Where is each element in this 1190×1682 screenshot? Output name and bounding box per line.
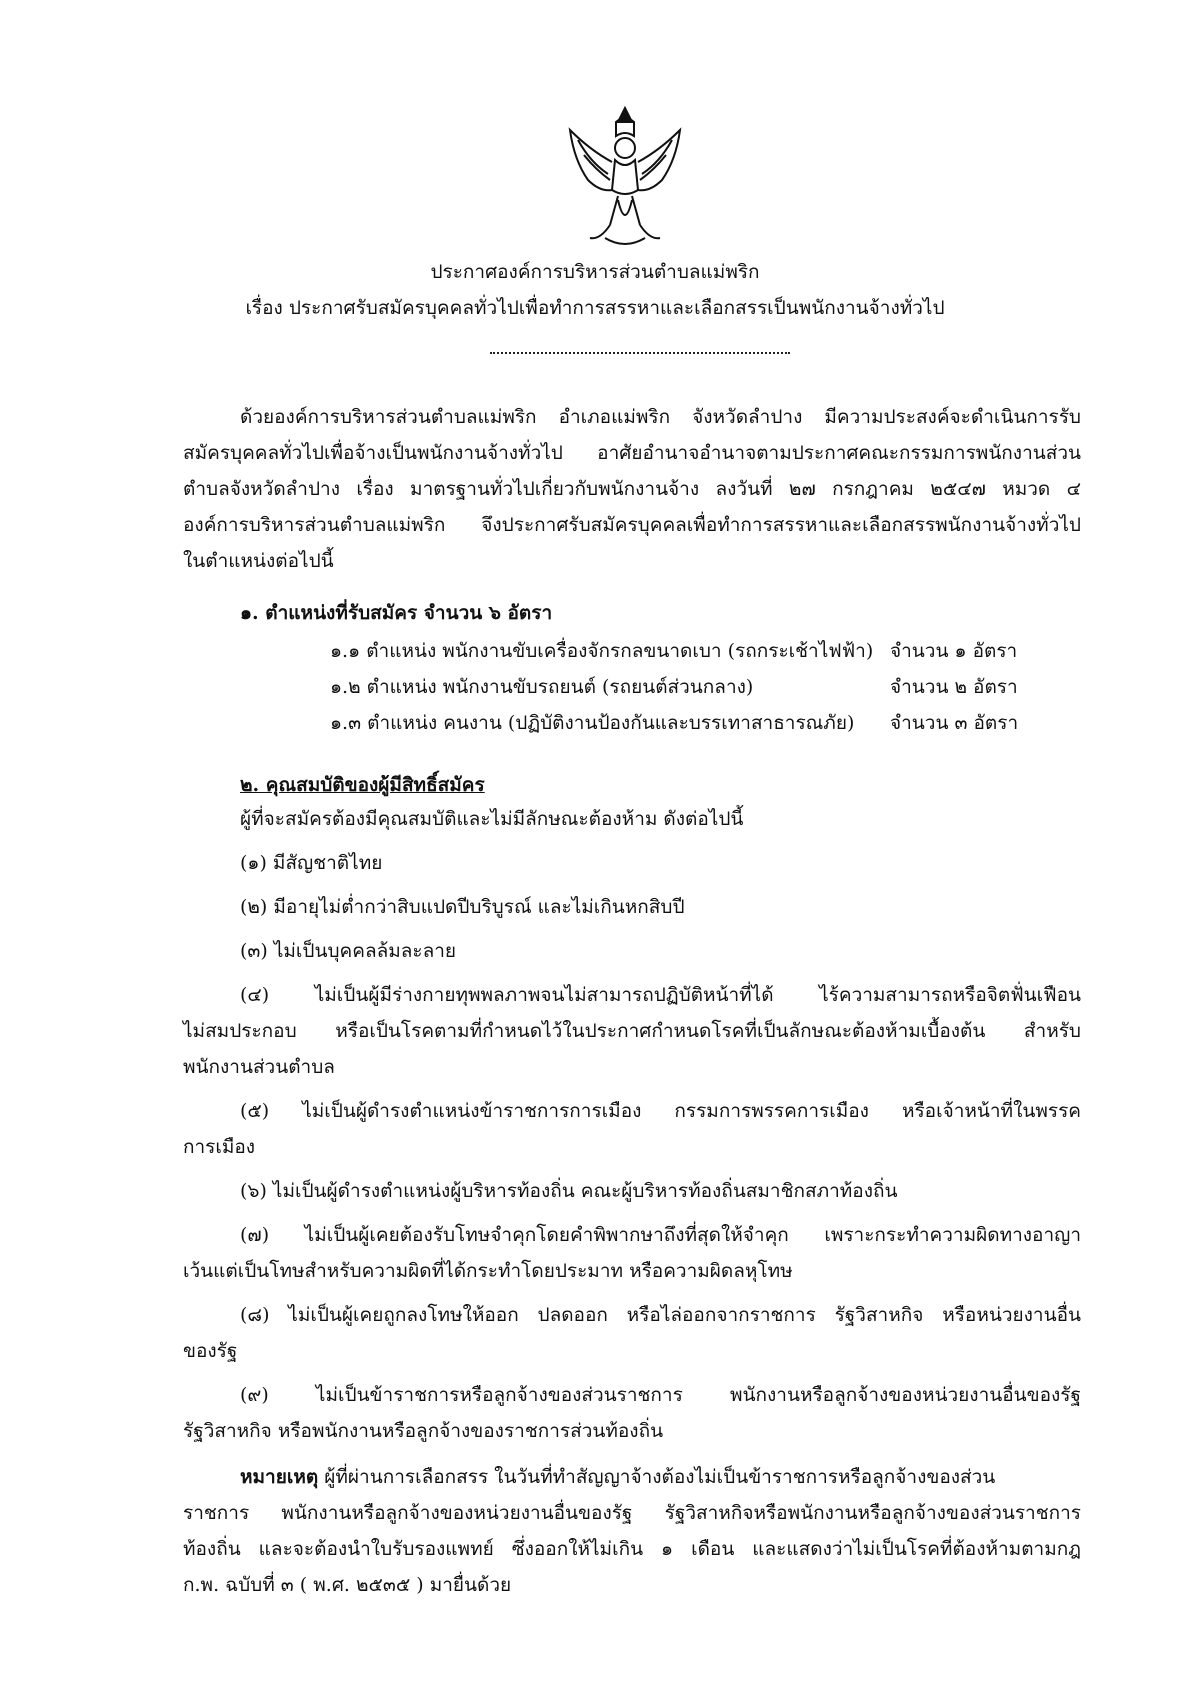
qualification-line: ของรัฐ (183, 1340, 238, 1362)
qualification-line: พนักงานส่วนตำบล (183, 1056, 335, 1078)
position-qty: จำนวน ๓ อัตรา (890, 712, 1019, 734)
note-line: ราชการ พนักงานหรือลูกจ้างของหน่วยงานอื่นของรัฐ รัฐวิสาหกิจหรือพนักงานหรือลูกจ้างของส่วนราชการ (183, 1502, 1081, 1524)
qualification-item: (๔) ไม่เป็นผู้มีร่างกายทุพพลภาพจนไม่สามารถปฏิบัติหน้าที่ได้ ไร้ความสามารถหรือจิตฟั่นเฟือน (240, 984, 1081, 1006)
note-first-line (240, 1462, 995, 1492)
qualification-item: (๓) ไม่เป็นบุคคลล้มละลาย (240, 940, 457, 962)
announcement-subject: เรื่อง ประกาศรับสมัครบุคคลทั่วไปเพื่อทำการสรรหาและเลือกสรรเป็นพนักงานจ้างทั่วไป (245, 297, 945, 319)
note-line: ก.พ. ฉบับที่ ๓ ( พ.ศ. ๒๕๓๕ ) มายื่นด้วย (183, 1574, 512, 1596)
position-label: ๑.๒ ตำแหน่ง พนักงานขับรถยนต์ (รถยนต์ส่วนกลาง) (330, 676, 754, 698)
announcement-title: ประกาศองค์การบริหารส่วนตำบลแม่พริก (430, 261, 760, 283)
position-label: ๑.๓ ตำแหน่ง คนงาน (ปฏิบัติงานป้องกันและบรรเทาสาธารณภัย) (330, 712, 855, 734)
qualification-line: ไม่สมประกอบ หรือเป็นโรคตามที่กำหนดไว้ในประกาศกำหนดโรคที่เป็นลักษณะต้องห้ามเบื้องต้น สำหรับ (183, 1020, 1081, 1042)
qualification-item: (๗) ไม่เป็นผู้เคยต้องรับโทษจำคุกโดยคำพิพากษาถึงที่สุดให้จำคุก เพราะกระทำความผิดทางอาญา (240, 1224, 1081, 1246)
qualification-line: การเมือง (183, 1136, 256, 1158)
qualification-item: (๒) มีอายุไม่ต่ำกว่าสิบแปดปีบริบูรณ์ และไม่เกินหกสิบปี (240, 896, 685, 918)
note-text: ผู้ที่ผ่านการเลือกสรร ในวันที่ทำสัญญาจ้างต้องไม่เป็นข้าราชการหรือลูกจ้างของส่วน (318, 1466, 996, 1488)
garuda-emblem-icon (560, 100, 690, 260)
position-qty: จำนวน ๑ อัตรา (890, 640, 1018, 662)
intro-line: ในตำแหน่งต่อไปนี้ (183, 550, 334, 572)
qualification-item: (๖) ไม่เป็นผู้ดำรงตำแหน่งผู้บริหารท้องถิ่น คณะผู้บริหารท้องถิ่นสมาชิกสภาท้องถิ่น (240, 1180, 898, 1202)
intro-line: องค์การบริหารส่วนตำบลแม่พริก จึงประกาศรับสมัครบุคคลเพื่อทำการสรรหาและเลือกสรรพนักงานจ้างทั่วไป (183, 514, 1081, 536)
section1-heading: ๑. ตำแหน่งที่รับสมัคร จำนวน ๖ อัตรา (240, 602, 553, 624)
note-label: หมายเหตุ (240, 1466, 319, 1488)
intro-line: ด้วยองค์การบริหารส่วนตำบลแม่พริก อำเภอแม่พริก จังหวัดลำปาง มีความประสงค์จะดำเนินการรับ (240, 406, 1081, 428)
note-line: ท้องถิ่น และจะต้องนำใบรับรองแพทย์ ซึ่งออกให้ไม่เกิน ๑ เดือน และแสดงว่าไม่เป็นโรคที่ต้องห้ามตามกฎ (183, 1538, 1081, 1560)
intro-line: ตำบลจังหวัดลำปาง เรื่อง มาตรฐานทั่วไปเกี่ยวกับพนักงานจ้าง ลงวันที่ ๒๗ กรกฎาคม ๒๕๔๗ หมวด ๔ (183, 478, 1081, 500)
qualification-line: เว้นแต่เป็นโทษสำหรับความผิดที่ได้กระทำโดยประมาท หรือความผิดลหุโทษ (183, 1260, 793, 1282)
qualification-item: (๕) ไม่เป็นผู้ดำรงตำแหน่งข้าราชการการเมือง กรรมการพรรคการเมือง หรือเจ้าหน้าที่ในพรรค (240, 1100, 1081, 1122)
section2-lead: ผู้ที่จะสมัครต้องมีคุณสมบัติและไม่มีลักษณะต้องห้าม ดังต่อไปนี้ (240, 808, 744, 830)
qualification-item: (๑) มีสัญชาติไทย (240, 852, 383, 874)
section2-heading: ๒. คุณสมบัติของผู้มีสิทธิ์สมัคร (240, 774, 485, 796)
qualification-item: (๘) ไม่เป็นผู้เคยถูกลงโทษให้ออก ปลดออก หรือไล่ออกจากราชการ รัฐวิสาหกิจ หรือหน่วยงานอื่น (240, 1304, 1081, 1326)
qualification-line: รัฐวิสาหกิจ หรือพนักงานหรือลูกจ้างของราชการส่วนท้องถิ่น (183, 1420, 664, 1442)
intro-line: สมัครบุคคลทั่วไปเพื่อจ้างเป็นพนักงานจ้างทั่วไป อาศัยอำนาจอำนาจตามประกาศคณะกรรมการพนักงานส่วน (183, 442, 1081, 464)
position-qty: จำนวน ๒ อัตรา (890, 676, 1018, 698)
dotted-divider (490, 352, 790, 354)
qualification-item: (๙) ไม่เป็นข้าราชการหรือลูกจ้างของส่วนราชการ พนักงานหรือลูกจ้างของหน่วยงานอื่นของรัฐ (240, 1384, 1081, 1406)
position-label: ๑.๑ ตำแหน่ง พนักงานขับเครื่องจักรกลขนาดเบา (รถกระเช้าไฟฟ้า) (330, 640, 874, 662)
